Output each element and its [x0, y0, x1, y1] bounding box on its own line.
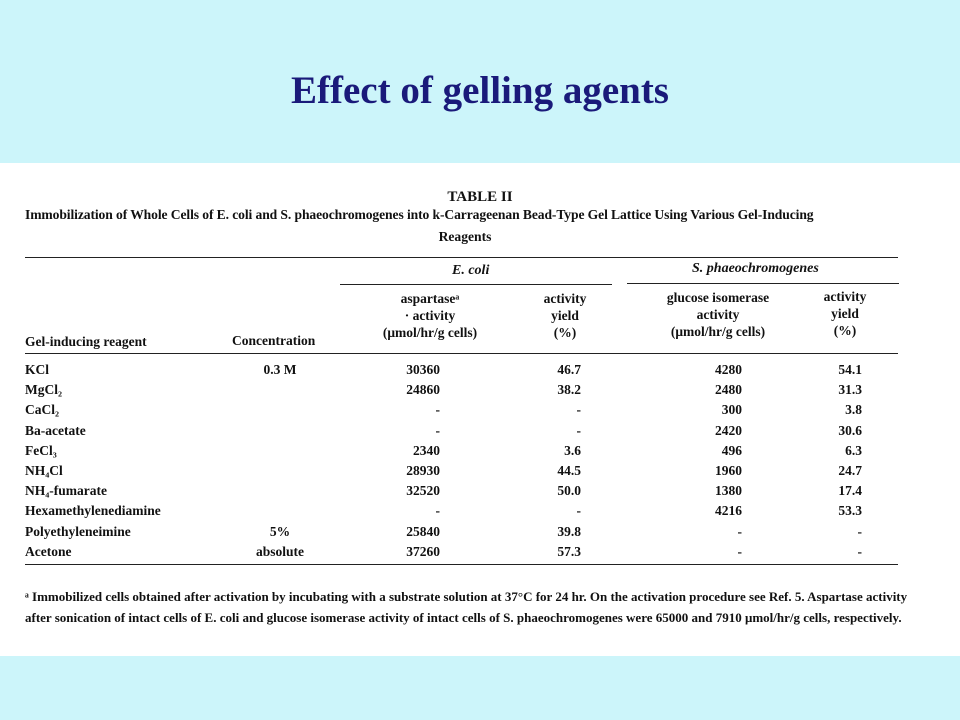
- cell-aspartase-activity: 25840: [406, 523, 440, 539]
- cell-aspartase-activity: 24860: [406, 382, 440, 398]
- cell-ecoli-yield: 3.6: [564, 442, 581, 458]
- table-caption-line-1: Immobilization of Whole Cells of E. coli and S. phaeochromogenes into k-Carrageenan Bead-Type Gel Lattice Using Various Gel-Inducing: [25, 207, 814, 222]
- cell-sphaeo-yield: 3.8: [845, 402, 862, 418]
- cell-sphaeo-yield: 24.7: [838, 463, 862, 478]
- cell-ecoli-yield: 50.0: [557, 483, 581, 499]
- cell-aspartase-activity: 32520: [406, 483, 440, 499]
- cell-aspartase-activity: -: [435, 503, 440, 519]
- cell-concentration: 5%: [269, 523, 291, 539]
- cell-concentration: absolute: [255, 543, 304, 559]
- cell-reagent: CaCl₂: [25, 402, 60, 418]
- cell-reagent: FeCl₃: [25, 442, 57, 458]
- header-aspartase-line: aspartaseᵃ: [400, 291, 460, 306]
- table-label: TABLE II: [447, 189, 513, 205]
- table-caption-line-2: Reagents: [438, 229, 492, 244]
- header-aspartase-line: (μmol/hr/g cells): [382, 325, 478, 340]
- cell-glucose-activity: -: [737, 523, 742, 539]
- group-header-sphaeo: S. phaeochromogenes: [692, 261, 819, 276]
- cell-ecoli-yield: 39.8: [557, 523, 581, 539]
- cell-aspartase-activity: -: [435, 422, 440, 438]
- header-rule: [25, 353, 898, 354]
- cell-glucose-activity: -: [737, 543, 742, 559]
- cell-aspartase-activity: 2340: [413, 442, 440, 458]
- header-glucose-isomerase: [638, 289, 798, 340]
- cell-glucose-activity: 300: [721, 402, 742, 418]
- cell-sphaeo-yield: 54.1: [838, 362, 862, 377]
- cell-aspartase-activity: 28930: [406, 463, 440, 478]
- header-aspartase: [355, 290, 505, 341]
- cell-aspartase-activity: -: [435, 402, 440, 418]
- cell-ecoli-yield: -: [576, 422, 581, 438]
- header-ecoli-yield-line: activity: [543, 291, 587, 306]
- cell-sphaeo-yield: 53.3: [838, 503, 862, 519]
- table-footnote: ᵃ Immobilized cells obtained after activation by incubating with a substrate solution at 37°C for 24 hr. On the activation procedure see Ref. 5. Aspartase activity after sonication of intact cells of E. coli and glucose isomerase activity of intact cells of S. phaeochromogenes were 65000 and 7910 μmol/hr/g cells, respectively.: [25, 589, 908, 625]
- slide-title: Effect of gelling agents: [290, 69, 669, 112]
- cell-reagent: NH₄-fumarate: [25, 483, 108, 499]
- cell-reagent: Ba-acetate: [25, 422, 86, 438]
- scanned-table-document: [0, 163, 960, 656]
- header-sp-yield-line: (%): [833, 323, 857, 338]
- header-sphaeo-yield: [795, 288, 895, 339]
- cell-sphaeo-yield: 31.3: [838, 382, 862, 398]
- group-rule-ecoli: [340, 284, 612, 285]
- header-aspartase-line: · activity: [404, 308, 456, 323]
- cell-aspartase-activity: 30360: [406, 362, 440, 377]
- cell-glucose-activity: 2480: [715, 382, 742, 398]
- header-concentration: Concentration: [232, 333, 316, 348]
- bottom-rule: [25, 564, 898, 565]
- header-sp-yield-line: activity: [823, 289, 867, 304]
- cell-reagent: KCl: [25, 362, 50, 377]
- cell-glucose-activity: 1960: [715, 463, 742, 478]
- cell-reagent: Hexamethylenediamine: [25, 503, 161, 519]
- cell-glucose-activity: 496: [721, 442, 742, 458]
- cell-glucose-activity: 1380: [715, 483, 742, 499]
- cell-sphaeo-yield: 6.3: [845, 442, 862, 458]
- cell-ecoli-yield: 57.3: [557, 543, 581, 559]
- header-sp-yield-line: yield: [831, 306, 859, 321]
- cell-reagent: MgCl₂: [25, 382, 63, 398]
- header-glucose-line: glucose isomerase: [666, 290, 770, 305]
- header-ecoli-yield: [515, 290, 615, 341]
- cell-sphaeo-yield: 17.4: [838, 483, 862, 499]
- cell-sphaeo-yield: -: [857, 523, 862, 539]
- group-rule-sphaeo: [627, 283, 899, 284]
- group-header-ecoli: E. coli: [452, 263, 490, 278]
- cell-sphaeo-yield: 30.6: [838, 422, 862, 438]
- top-rule: [25, 257, 898, 258]
- cell-concentration: 0.3 M: [263, 362, 297, 377]
- header-reagent: Gel-inducing reagent: [25, 334, 147, 349]
- header-ecoli-yield-line: yield: [551, 308, 579, 323]
- cell-reagent: NH₄Cl: [25, 463, 63, 478]
- cell-glucose-activity: 4280: [715, 362, 742, 377]
- cell-reagent: Acetone: [25, 543, 72, 559]
- cell-ecoli-yield: 38.2: [557, 382, 581, 398]
- cell-aspartase-activity: 37260: [406, 543, 440, 559]
- cell-glucose-activity: 4216: [715, 503, 742, 519]
- cell-ecoli-yield: -: [576, 503, 581, 519]
- cell-ecoli-yield: 44.5: [557, 463, 581, 478]
- cell-reagent: Polyethyleneimine: [25, 523, 131, 539]
- cell-ecoli-yield: 46.7: [557, 362, 581, 377]
- cell-sphaeo-yield: -: [857, 543, 862, 559]
- header-glucose-line: (μmol/hr/g cells): [670, 324, 766, 339]
- cell-ecoli-yield: -: [576, 402, 581, 418]
- header-ecoli-yield-line: (%): [553, 325, 577, 340]
- cell-glucose-activity: 2420: [715, 422, 742, 438]
- header-glucose-line: activity: [696, 307, 740, 322]
